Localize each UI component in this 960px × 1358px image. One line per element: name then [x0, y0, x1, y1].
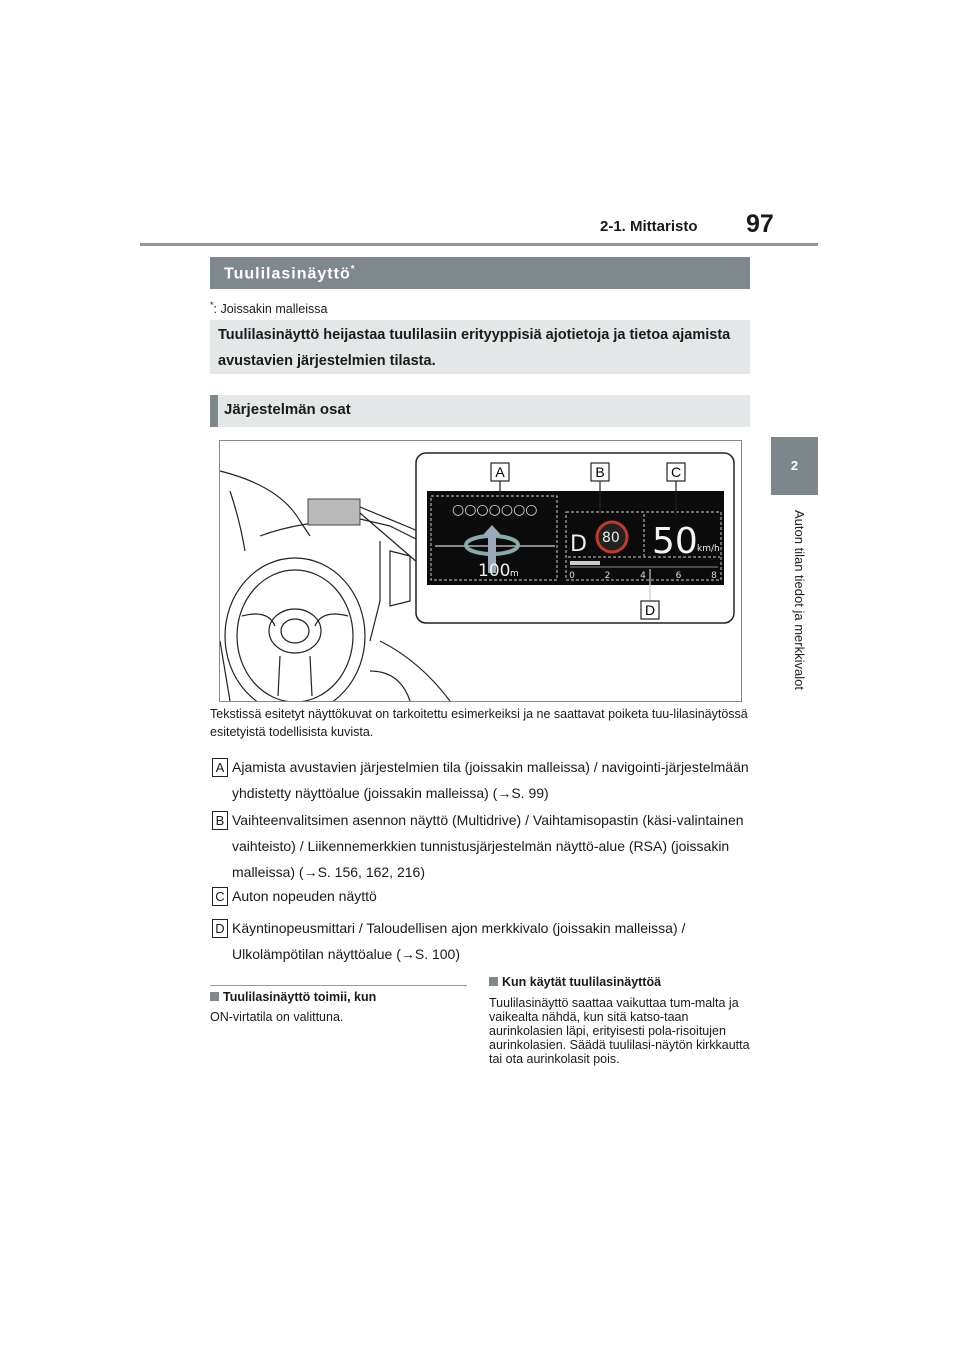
note-right [489, 975, 751, 1066]
rpm-tick-label: 6 [675, 571, 682, 581]
note-left-body: ON-virtatila on valittuna. [210, 1010, 344, 1024]
square-bullet-icon [210, 992, 219, 1001]
page-number: 97 [746, 210, 774, 238]
speed-unit: km/h [697, 544, 720, 554]
chapter-tab: 2 [771, 437, 818, 495]
speed-limit-value: 80 [602, 530, 620, 546]
item-label: B [212, 811, 228, 830]
note-left [210, 990, 470, 1024]
gear-position: D [570, 532, 587, 557]
note-left-title: Tuulilasinäyttö toimii, kun [223, 990, 377, 1004]
rpm-bar [570, 561, 600, 565]
note-divider [210, 985, 467, 986]
list-item [212, 754, 752, 806]
note-left-title-row [210, 990, 470, 1004]
nav-distance: 100 [478, 561, 511, 581]
item-label: C [212, 887, 228, 906]
item-text: Ajamista avustavien järjestelmien tila (joissakin malleissa) / navigointi-järjestelmään yhdistetty näyttöalue (joissakin malleissa) (→S. 99) [232, 759, 749, 801]
list-item [212, 883, 752, 909]
callout-label: C [670, 464, 682, 480]
item-text: Käyntinopeusmittari / Taloudellisen ajon merkkivalo (joissakin malleissa) / Ulkolämpötilan näyttöalue (→S. 100) [232, 920, 686, 962]
item-label: A [212, 758, 228, 777]
rpm-tick-label: 0 [569, 571, 575, 581]
intro-text: Tuulilasinäyttö heijastaa tuulilasiin erityyppisiä ajotietoja ja tietoa ajamista avustavien järjestelmien tilasta. [218, 327, 731, 369]
driver-assist-dots: ○○○○○○○ [452, 502, 538, 518]
note-right-title-row [489, 975, 751, 989]
rpm-tick-label: 2 [604, 571, 611, 581]
chapter-title: Auton tilan tiedot ja merkkivalot [792, 510, 807, 690]
subheading-accent [210, 395, 218, 427]
header-divider [140, 243, 818, 246]
list-item [212, 807, 752, 885]
section-title-bar [210, 257, 750, 289]
callout-label: D [644, 602, 656, 618]
hud-projection [308, 499, 360, 525]
footnote-marker: * [210, 300, 214, 310]
note-right-body: Tuulilasinäyttö saattaa vaikuttaa tum-malta ja vaikealta nähdä, kun sitä katso-taan aurinkolasien läpi, erityisesti pola-risoitujen aurinkolasien. Säädä tuulilasi-näytön kirkkautta tai ota aurinkolasit pois. [489, 996, 750, 1066]
nav-distance-unit: m [510, 569, 519, 579]
rpm-tick-label: 8 [711, 571, 717, 581]
note-right-title: Kun käytät tuulilasinäyttöä [502, 975, 662, 989]
section-title: Tuulilasinäyttö [224, 265, 351, 283]
subheading: Järjestelmän osat [224, 401, 351, 418]
section-label: 2-1. Mittaristo [600, 218, 698, 235]
item-label: D [212, 919, 228, 938]
rpm-tick-label: 4 [640, 571, 646, 581]
item-text: Auton nopeuden näyttö [232, 888, 377, 904]
footnote [210, 300, 327, 316]
subheading-bar [210, 395, 750, 427]
vehicle-speed: 50 [652, 521, 698, 562]
figure-caption: Tekstissä esitetyt näyttökuvat on tarkoitettu esimerkeiksi ja ne saattavat poiketa tuu-lilasinäytössä esitetyistä todellisista kuvista. [210, 707, 748, 739]
title-footnote-marker: * [350, 264, 356, 275]
square-bullet-icon [489, 977, 498, 986]
hud-illustration-svg [220, 441, 741, 701]
callout-label: B [595, 464, 605, 480]
list-item [212, 915, 752, 967]
footnote-text: : Joissakin malleissa [213, 302, 328, 317]
item-text: Vaihteenvalitsimen asennon näyttö (Multidrive) / Vaihtamisopastin (käsi-valintainen vaihteisto) / Liikennemerkkien tunnistusjärjestelmän näyttö-alue (RSA) (joissakin malleissa) (→S. 156, 162, 216) [232, 812, 744, 880]
intro-box [210, 320, 750, 374]
hud-illustration [219, 440, 742, 702]
callout-label: A [495, 464, 505, 480]
